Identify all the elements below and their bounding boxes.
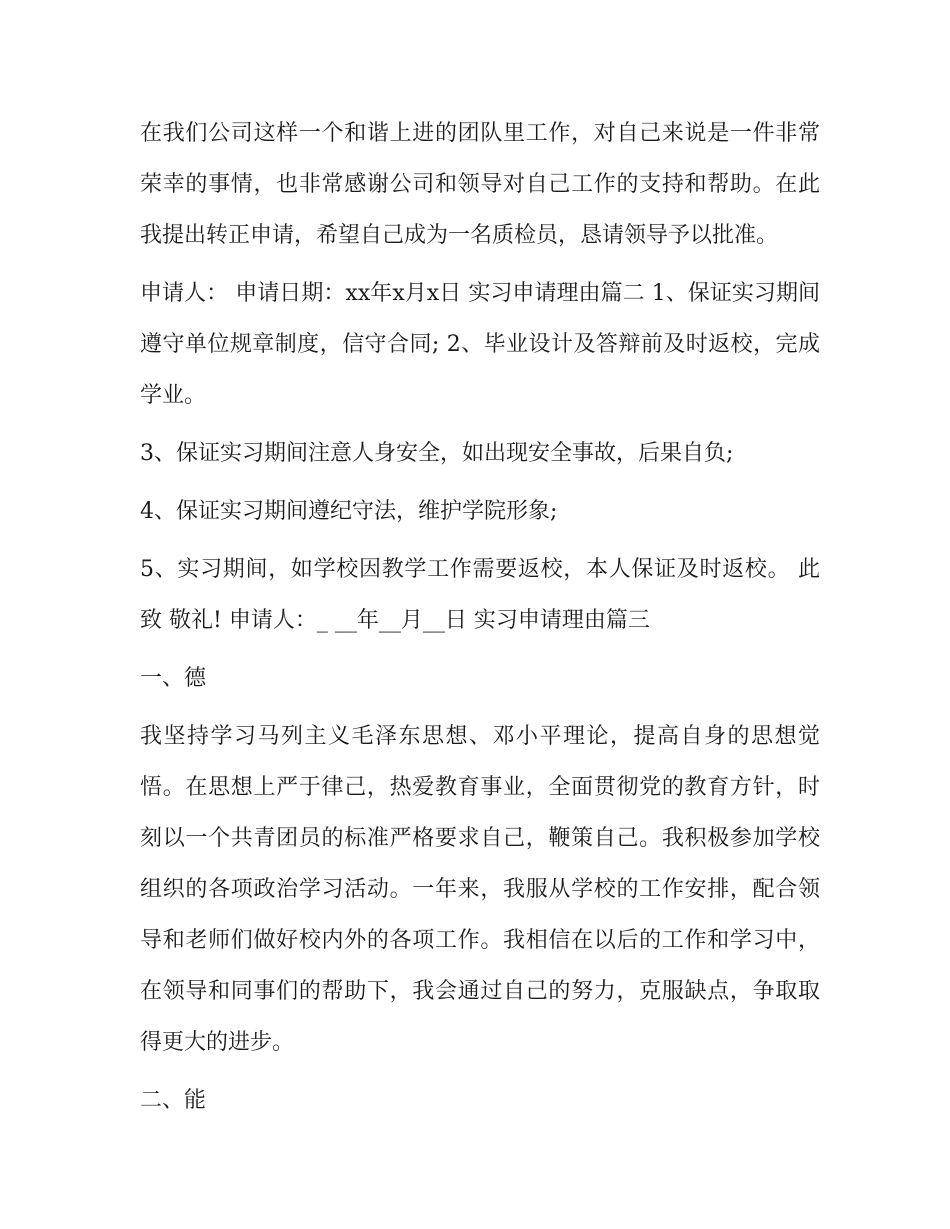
paragraph-item-4: 4、保证实习期间遵纪守法，维护学院形象; [140, 499, 558, 524]
paragraph-intro: 在我们公司这样一个和谐上进的团队里工作，对自己来说是一件非常荣幸的事情，也非常感谢公司和领导对自己工作的支持和帮助。在此我提出转正申请，希望自己成为一名质检员，恳请领导予以批准。 [140, 121, 820, 248]
paragraph-item-5: 5、实习期间，如学校因教学工作需要返校，本人保证及时返校。 此致 敬礼! 申请人：_ __年__月__日 实习申请理由篇三 [140, 557, 820, 633]
document-body [140, 108, 820, 1133]
section-heading-virtue: 一、德 [140, 666, 207, 691]
section-heading-ability: 二、能 [140, 1088, 207, 1113]
paragraph-applicant-date: 申请人： 申请日期：xx年x月x日 实习申请理由篇二 1、保证实习期间遵守单位规章制度，信守合同; 2、毕业设计及答辩前及时返校，完成学业。 [140, 281, 820, 408]
paragraph-item-3: 3、保证实习期间注意人身安全，如出现安全事故，后果自负; [140, 441, 734, 466]
paragraph-virtue-body: 我坚持学习马列主义毛泽东思想、邓小平理论，提高自身的思想觉悟。在思想上严于律己，热爱教育事业，全面贯彻党的教育方针，时刻以一个共青团员的标准严格要求自己，鞭策自己。我积极参加学校组织的各项政治学习活动。一年来，我服从学校的工作安排，配合领导和老师们做好校内外的各项工作。我相信在以后的工作和学习中，在领导和同事们的帮助下，我会通过自己的努力，克服缺点，争取取得更大的进步。 [140, 724, 820, 1055]
